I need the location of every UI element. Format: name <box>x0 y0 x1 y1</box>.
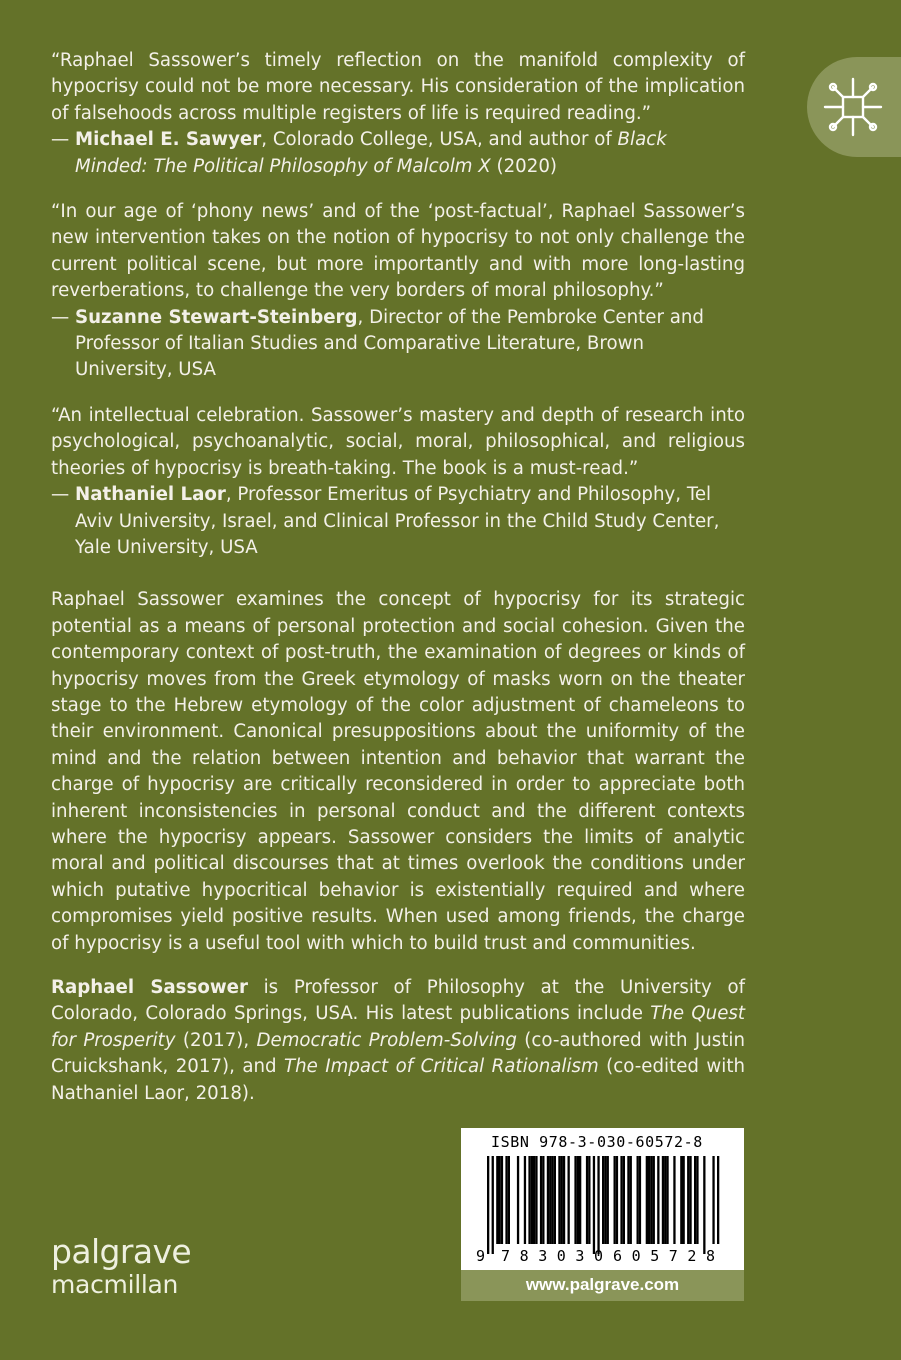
barcode-bar <box>547 1156 549 1244</box>
barcode-bar <box>588 1156 590 1244</box>
barcode-bar <box>593 1156 595 1254</box>
blurb-attribution <box>51 482 745 561</box>
barcode-bar <box>620 1156 622 1244</box>
barcode-bar <box>683 1156 685 1244</box>
barcode-bar <box>499 1156 501 1244</box>
blurb-quote: “Raphael Sassower’s timely reflection on the manifold complexity of hypocrisy could not be more necessary. His consideration of the implication of falsehoods across multiple registers of life is required reading.” <box>51 50 745 124</box>
blurb-quote: “In our age of ‘phony news’ and of the ‘post-factual’, Raphael Sassower’s new intervention takes on the notion of hypocrisy to not only challenge the current political scene, but more importantly and with more long-lasting reverberations, to challenge the very borders of moral philosophy.” <box>51 201 745 302</box>
barcode-bar <box>586 1156 588 1244</box>
book-description: Raphael Sassower examines the concept of hypocrisy for its strategic potential as a means of personal protection and social cohesion. Given the contemporary context of post-truth, the examination of degrees or kinds of hypocrisy moves from the Greek etymology of masks worn on the theater stage to the Hebrew etymology of the color adjustment of chameleons to their environment. Canonical presuppositions about the uniformity of the mind and the relation between intention and behavior that warrant the charge of hypocrisy are critically reconsidered in order to appreciate both inherent inconsistencies in personal conduct and the different contexts where the hypocrisy appears. Sassower considers the limits of analytic moral and political discourses that at times overlook the conditions under which putative hypocritical behavior is existentially required and where compromises yield positive results. When used among friends, the charge of hypocrisy is a useful tool with which to build trust and communities. <box>51 589 745 954</box>
barcode-bar <box>604 1156 606 1244</box>
barcode-bar <box>680 1156 682 1244</box>
barcode-bar <box>696 1156 698 1244</box>
barcode-bar <box>650 1156 652 1244</box>
publisher-logo <box>51 1232 192 1299</box>
author-book-title: Democratic Problem-Solving <box>256 1029 517 1051</box>
barcode-bar <box>637 1156 639 1244</box>
barcode-bar <box>577 1156 579 1244</box>
barcode-bar <box>579 1156 581 1244</box>
author-name: Raphael Sassower <box>51 977 248 998</box>
barcode-bar <box>687 1156 689 1244</box>
barcode <box>473 1154 735 1266</box>
barcode-bar <box>574 1156 576 1244</box>
publisher-name-line2: macmillan <box>51 1270 179 1299</box>
barcode-bar <box>597 1156 599 1254</box>
barcode-bar <box>673 1156 675 1244</box>
author-bio-text: (co-authored with Justin Cruickshank, 2017), and <box>51 1029 745 1078</box>
barcode-bar <box>664 1156 666 1244</box>
barcode-bar <box>694 1156 696 1244</box>
barcode-bar <box>524 1156 526 1244</box>
barcode-bar <box>666 1156 668 1244</box>
barcode-bar <box>549 1156 551 1244</box>
barcode-bar <box>648 1156 650 1244</box>
blurb-attribution <box>51 127 745 180</box>
reviewer-affiliation: , Professor Emeritus of Psychiatry and Philosophy, Tel Aviv University, Israel, and Clinical Professor in the Child Study Center, Yale University, USA <box>75 484 720 558</box>
reviewer-name: Suzanne Stewart-Steinberg <box>75 306 358 328</box>
barcode-bar <box>639 1156 641 1244</box>
barcode-bar <box>657 1156 659 1244</box>
barcode-bar <box>563 1156 565 1244</box>
barcode-bar <box>717 1156 719 1244</box>
barcode-bar <box>614 1156 616 1244</box>
barcode-bar <box>646 1156 648 1244</box>
barcode-bar <box>703 1156 705 1254</box>
blurb-sawyer <box>51 48 745 180</box>
barcode-bar <box>712 1156 714 1244</box>
barcode-bar <box>551 1156 553 1244</box>
isbn-label: ISBN 978-3-030-60572-8 <box>491 1133 703 1151</box>
barcode-bar <box>533 1156 535 1244</box>
barcode-bar <box>508 1156 510 1244</box>
reviewer-affiliation: , Director of the Pembroke Center and Professor of Italian Studies and Comparative Literature, Brown University, USA <box>75 306 704 381</box>
barcode-bar <box>492 1156 494 1254</box>
attribution-dash: — <box>51 129 70 151</box>
author-book-title: The Quest for Prosperity <box>51 1003 745 1051</box>
publisher-website: www.palgrave.com <box>461 1270 744 1301</box>
barcode-bars <box>487 1156 719 1254</box>
reviewer-name: Nathaniel Laor <box>75 484 226 506</box>
barcode-bar <box>623 1156 625 1244</box>
barcode-bar <box>607 1156 609 1244</box>
barcode-bar <box>496 1156 498 1244</box>
reviewer-book-title: Black Minded: The Political Philosophy of Malcolm X <box>75 129 667 177</box>
author-book-title: The Impact of Critical Rationalism <box>284 1056 599 1078</box>
barcode-digit-first: 9 <box>476 1247 486 1265</box>
barcode-bar <box>602 1156 604 1244</box>
blurb-quote: “An intellectual celebration. Sassower’s mastery and depth of research into psychological, psychoanalytic, social, moral, philosophical, and religious theories of hypocrisy is breath-taking. The book is a must-read.” <box>51 404 745 479</box>
barcode-bar <box>616 1156 618 1244</box>
author-bio <box>51 975 745 1107</box>
author-bio-text: (co-edited with Nathaniel Laor, 2018). <box>51 1056 745 1104</box>
blurb-attribution <box>51 305 745 384</box>
barcode-bar <box>528 1156 530 1244</box>
barcode-bar <box>542 1156 544 1244</box>
barcode-panel <box>461 1128 744 1270</box>
barcode-bar <box>540 1156 542 1244</box>
author-bio-text: (2017), <box>175 1029 257 1051</box>
palgrave-logo-badge <box>807 57 901 157</box>
back-cover-text <box>51 48 745 1107</box>
reviewer-affiliation: , Colorado College, USA, and author of <box>261 129 618 151</box>
barcode-bar <box>653 1156 655 1244</box>
barcode-bar <box>630 1156 632 1244</box>
barcode-bar <box>568 1156 570 1244</box>
barcode-bar <box>487 1156 489 1254</box>
reviewer-name: Michael E. Sawyer <box>75 129 262 151</box>
barcode-bar <box>535 1156 537 1244</box>
blurb-laor <box>51 403 745 561</box>
palgrave-network-icon <box>821 75 885 139</box>
reviewer-affiliation-end: (2020) <box>490 155 557 177</box>
publisher-name-line1: palgrave <box>51 1232 192 1271</box>
barcode-bar <box>554 1156 556 1244</box>
blurb-stewart-steinberg <box>51 199 745 384</box>
barcode-bar <box>662 1156 664 1244</box>
barcode-bar <box>517 1156 519 1244</box>
barcode-digits-right: 605728 <box>613 1247 715 1265</box>
author-bio-text: is Professor of Philosophy at the University of Colorado, Colorado Springs, USA. His latest publications include <box>51 977 745 1025</box>
barcode-bar <box>505 1156 507 1244</box>
barcode-bar <box>501 1156 503 1244</box>
barcode-bar <box>689 1156 691 1244</box>
barcode-bar <box>558 1156 560 1244</box>
barcode-bar <box>627 1156 629 1244</box>
barcode-bar <box>561 1156 563 1244</box>
barcode-bar <box>531 1156 533 1244</box>
attribution-dash: — <box>51 484 70 506</box>
barcode-digits-left: 783030 <box>501 1247 603 1265</box>
attribution-dash: — <box>51 306 70 328</box>
